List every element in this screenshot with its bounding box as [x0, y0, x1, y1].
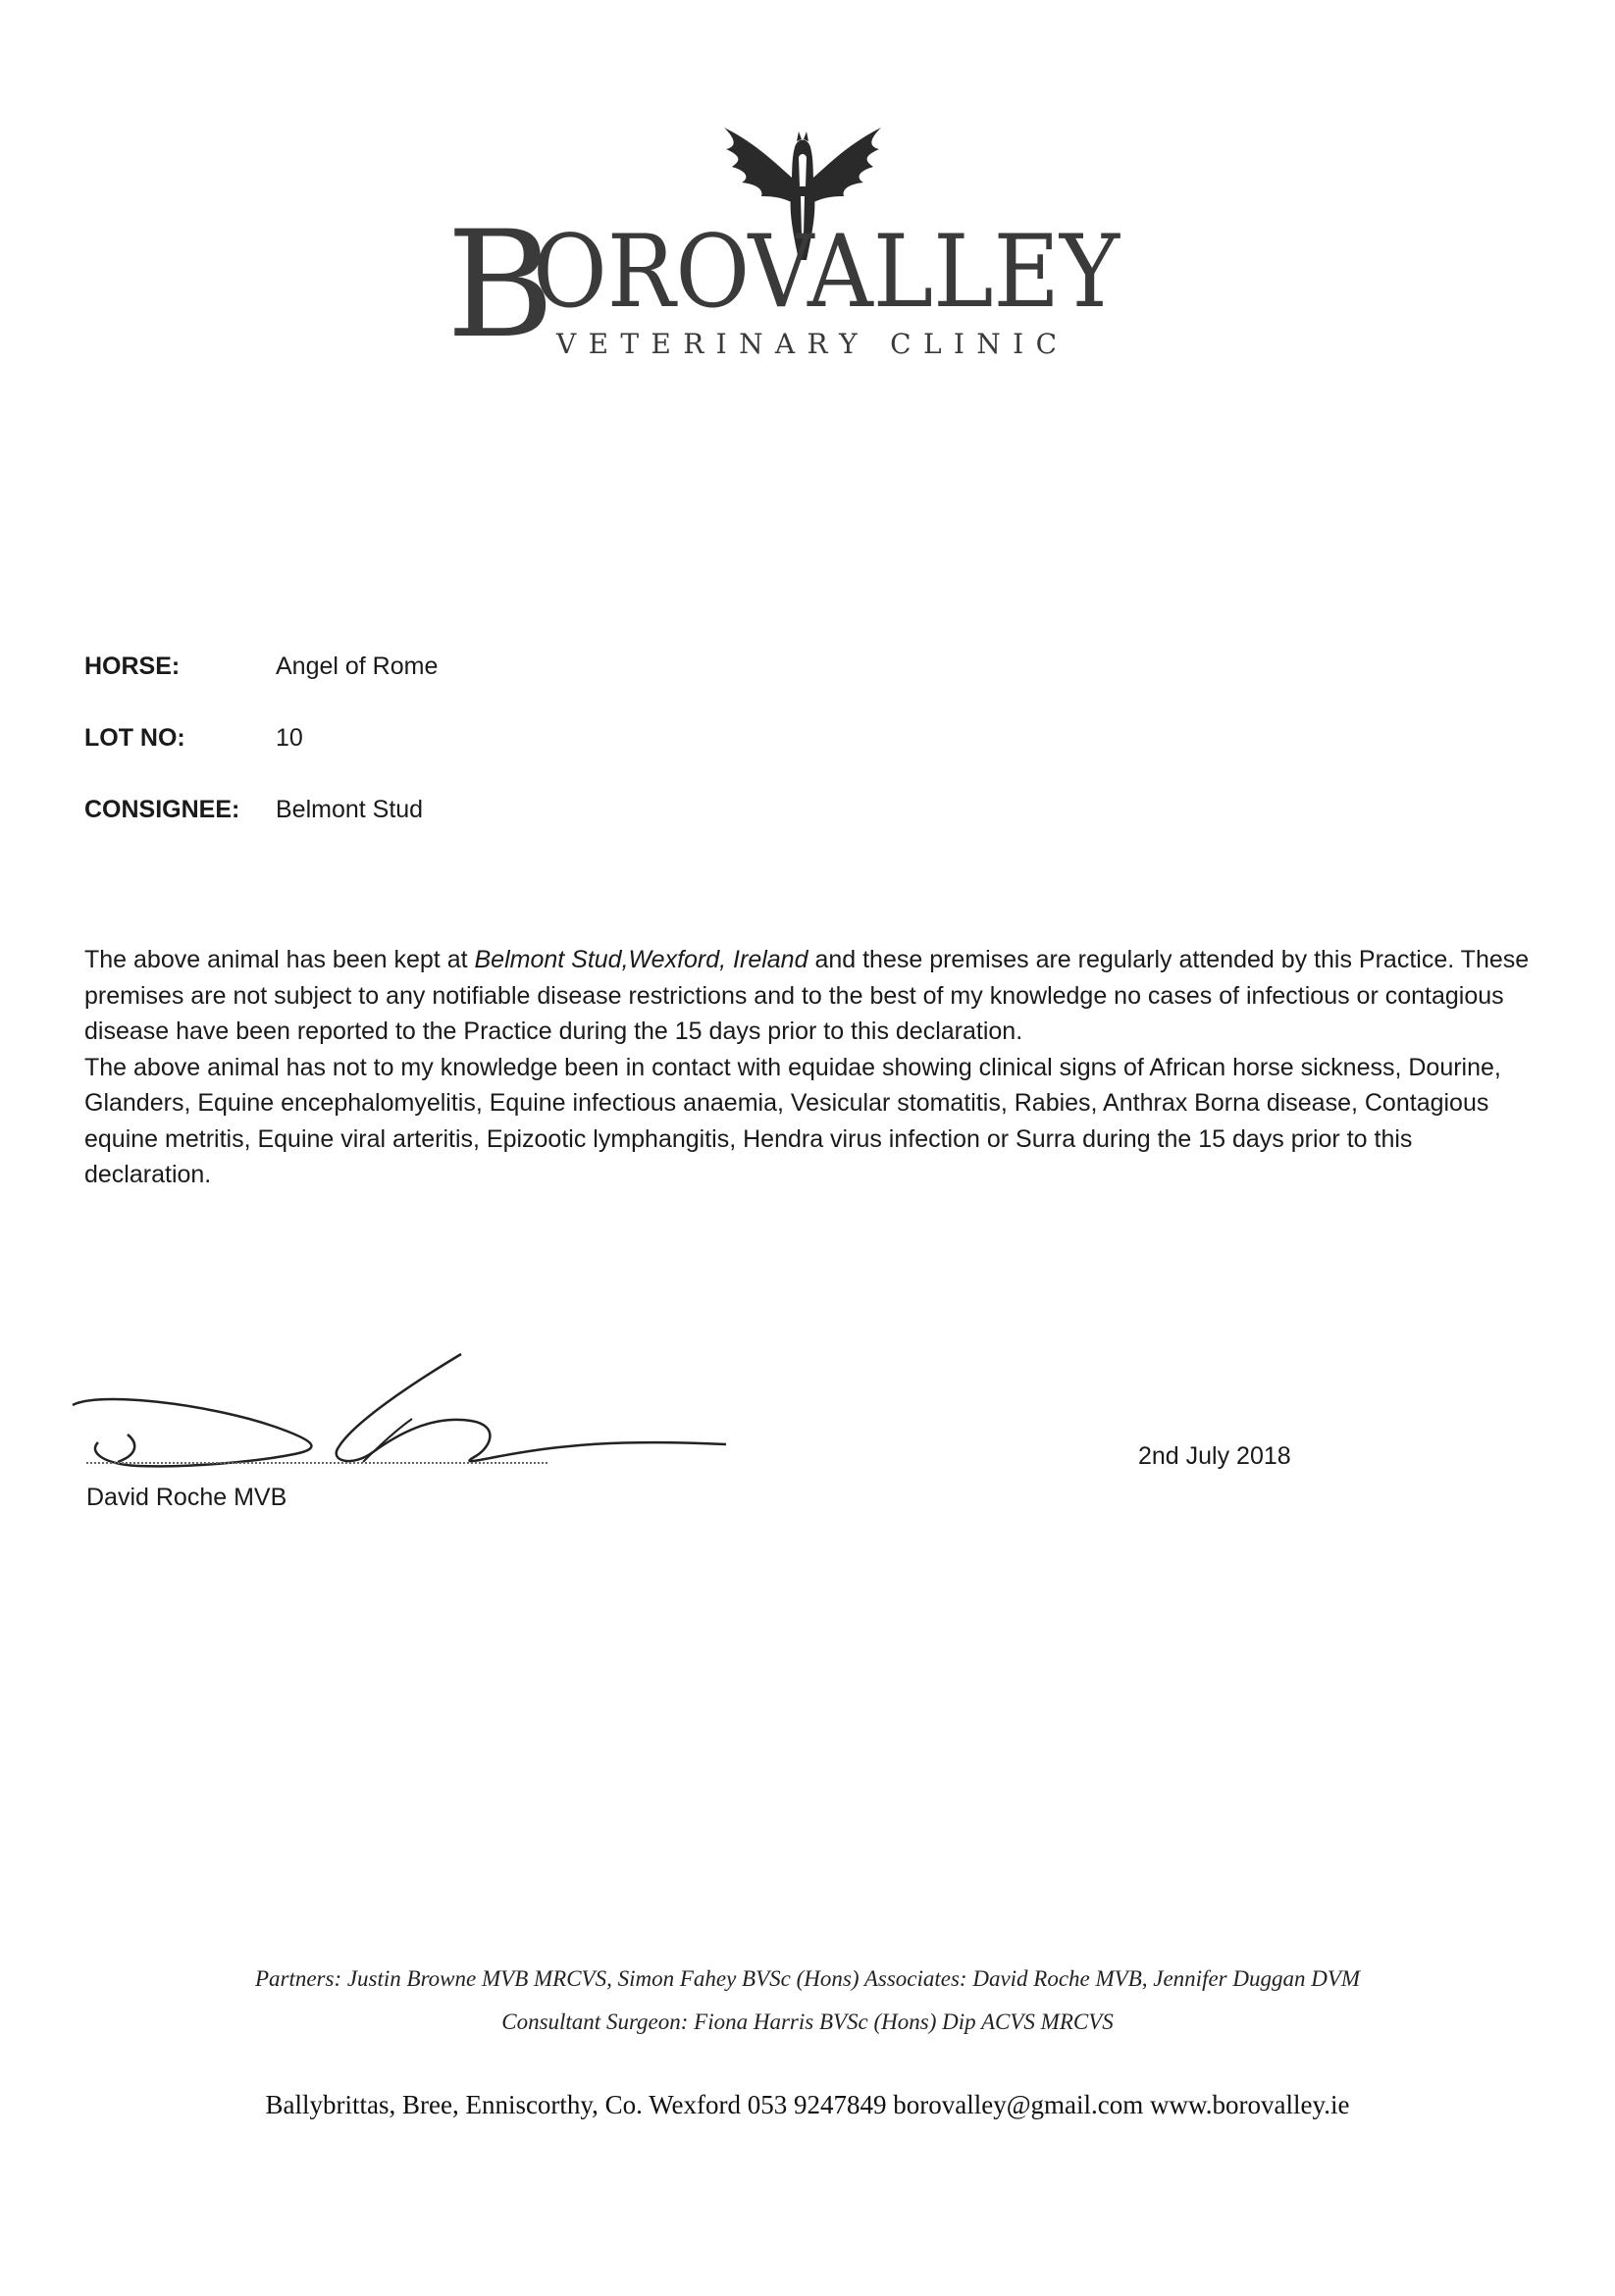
signatory-name: David Roche MVB	[86, 1484, 287, 1511]
field-value: 10	[276, 724, 303, 752]
brand-initial: B	[446, 200, 555, 371]
field-label: HORSE:	[84, 652, 181, 680]
field-value: Belmont Stud	[276, 796, 424, 823]
premises-text-start: The above animal has been kept at	[84, 946, 475, 973]
field-value: Angel of Rome	[276, 652, 439, 680]
consultant-line: Consultant Surgeon: Fiona Harris BVSc (Hons) Dip ACVS MRCVS	[501, 2009, 1114, 2034]
premises-location: Belmont Stud,Wexford, Ireland	[474, 946, 808, 973]
declaration-paragraph-contact: The above animal has not to my knowledge been in contact with equidae showing clinical signs of African horse sickness, Dourine, Glanders, Equine encephalomyelitis, Equine infectious anaemia, Vesicular stomatitis, Rabies, Anthrax Borna disease, Contagious equine metritis, Equine viral arteritis, Epizootic lymphangitis, Hendra virus infection or Surra during the 15 days prior to this declaration.	[84, 1053, 1501, 1188]
letterhead	[0, 118, 1615, 371]
brand-subtitle: VETERINARY CLINIC	[556, 328, 1057, 360]
partners-line: Partners: Justin Browne MVB MRCVS, Simon Fahey BVSc (Hons) Associates: David Roche MVB, Jennifer Duggan DVM	[254, 1966, 1361, 1991]
field-horse	[84, 652, 967, 724]
signature-block	[59, 1344, 765, 1521]
document-fields	[84, 652, 967, 867]
field-label: CONSIGNEE:	[84, 796, 240, 823]
field-label: LOT NO:	[84, 724, 185, 752]
footer-address: Ballybrittas, Bree, Enniscorthy, Co. Wexford 053 9247849 borovalley@gmail.com www.borovalley.ie	[265, 2090, 1350, 2119]
brand-name: OROVALLEY	[533, 214, 1121, 331]
declaration-text	[84, 942, 1537, 1193]
handwritten-signature	[59, 1344, 765, 1482]
brand-wordmark	[446, 198, 1163, 394]
declaration-paragraph-premises	[84, 942, 1537, 1050]
signature-line	[86, 1462, 547, 1464]
field-consignee	[84, 796, 967, 867]
footer-partners	[0, 1957, 1615, 2044]
field-lot-no	[84, 724, 967, 796]
declaration-date: 2nd July 2018	[1138, 1442, 1291, 1470]
premises-text-end: and these premises are regularly attended by this Practice. These premises are not subject to any notifiable disease restrictions and to the best of my knowledge no cases of infectious or contagious disease have been reported to the Practice during the 15 days prior to this declaration.	[84, 946, 1530, 1045]
